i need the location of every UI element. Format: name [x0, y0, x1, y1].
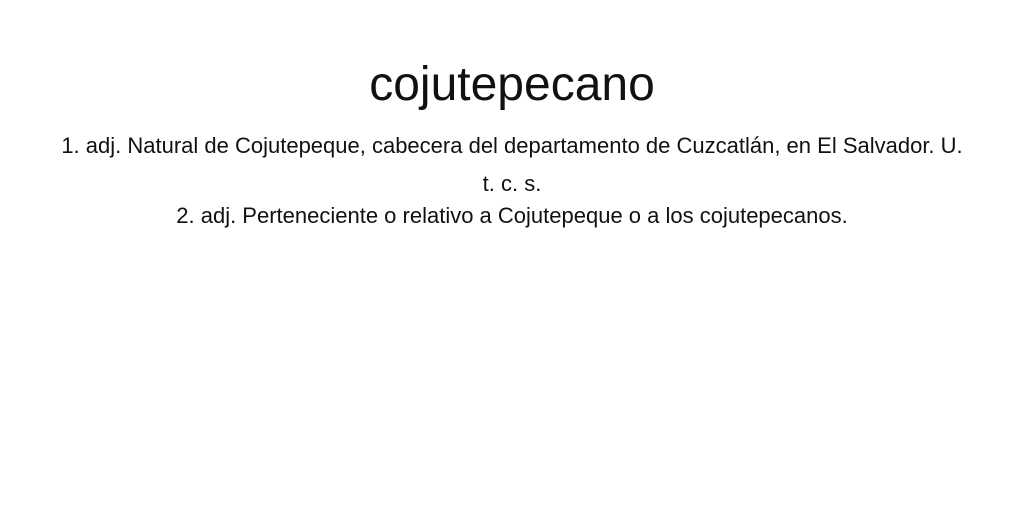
- definition-1: 1. adj. Natural de Cojutepeque, cabecera del departamento de Cuzcatlán, en El Salvador. U. t. c. s.: [61, 133, 963, 196]
- definition-list: [60, 127, 964, 235]
- definition-2: 2. adj. Perteneciente o relativo a Cojutepeque o a los cojutepecanos.: [176, 203, 848, 228]
- headword: cojutepecano: [369, 58, 655, 111]
